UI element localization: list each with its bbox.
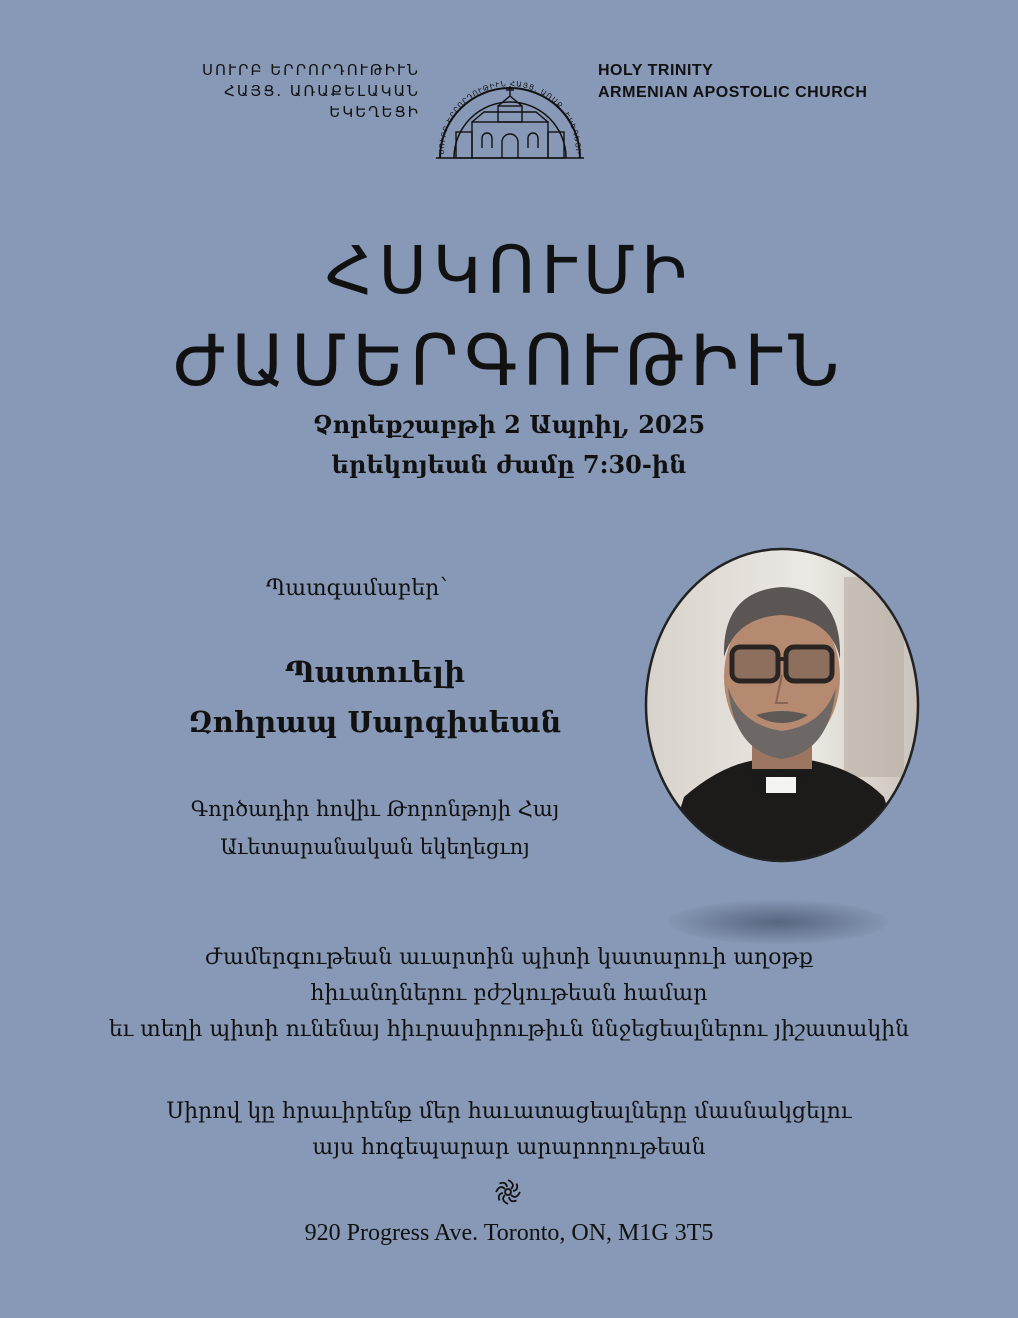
speaker-photo bbox=[644, 547, 920, 863]
speaker-role-line1: Գործադիր հովիւ Թորոնթոյի Հայ bbox=[190, 797, 560, 821]
event-time: երեկոյեան ժամը 7:30-ին bbox=[331, 450, 687, 479]
speaker-role bbox=[130, 790, 620, 866]
announcement-line: այս հոգեպարար արարողութեան bbox=[312, 1135, 706, 1160]
church-logo bbox=[432, 62, 588, 166]
church-name-english-line1: HOLY TRINITY bbox=[598, 62, 714, 79]
event-date: Չորեքշաբթի 2 Ապրիլ, 2025 bbox=[312, 410, 706, 439]
speaker-title: Պատուելի bbox=[284, 655, 466, 689]
church-name-armenian bbox=[150, 60, 420, 123]
church-name-english bbox=[598, 60, 898, 104]
church-address: 920 Progress Ave. Toronto, ON, M1G 3T5 bbox=[304, 1220, 714, 1246]
announcement-line: եւ տեղի պիտի ունենայ հիւրասիրութիւն ննջեցեալներու յիշատակին bbox=[108, 1017, 910, 1042]
photo-shadow bbox=[668, 900, 888, 944]
church-name-english-line2: ARMENIAN APOSTOLIC CHURCH bbox=[598, 84, 868, 101]
svg-text:ՍՈՒՐԲ ԵՐՐՈՐԴՈՒԹԻՒՆ ՀԱՅՑ. ԱՌԱՔ.: ՍՈՒՐԲ ԵՐՐՈՐԴՈՒԹԻՒՆ ՀԱՅՑ. ԱՌԱՔ. ԵԿԵՂԵՑԻ bbox=[437, 79, 583, 155]
announcement-paragraph-2 bbox=[0, 1094, 1018, 1166]
announcement-line: Սիրով կը հրաւիրենք մեր հաւատացեալները մասնակցելու bbox=[166, 1099, 852, 1124]
announcement-line: հիւանդներու բժշկութեան համար bbox=[310, 981, 708, 1006]
announcement-line: Ժամերգութեան աւարտին պիտի կատարուի աղօթք bbox=[205, 945, 813, 970]
church-name-armenian-line1: ՍՈՒՐԲ ԵՐՐՈՐԴՈՒԹԻՒՆ bbox=[202, 61, 420, 79]
speaker-role-line2: Աւետարանական եկեղեցւոյ bbox=[220, 835, 530, 859]
eternity-sign-icon bbox=[494, 1178, 522, 1206]
announcement-paragraph-1 bbox=[0, 940, 1018, 1048]
church-name-armenian-line2: ՀԱՅՑ. ԱՌԱՔԵԼԱԿԱՆ ԵԿԵՂԵՑԻ bbox=[224, 82, 420, 121]
event-title-line1: ՀՍԿՈՒՄԻ bbox=[325, 232, 693, 309]
event-title-line2: ԺԱՄԵՐԳՈՒԹԻՒՆ bbox=[172, 320, 846, 402]
speaker-name: Զոհրապ Սարգիսեան bbox=[188, 705, 562, 739]
speaker-label: Պատգամաբեր՝ bbox=[266, 576, 448, 601]
